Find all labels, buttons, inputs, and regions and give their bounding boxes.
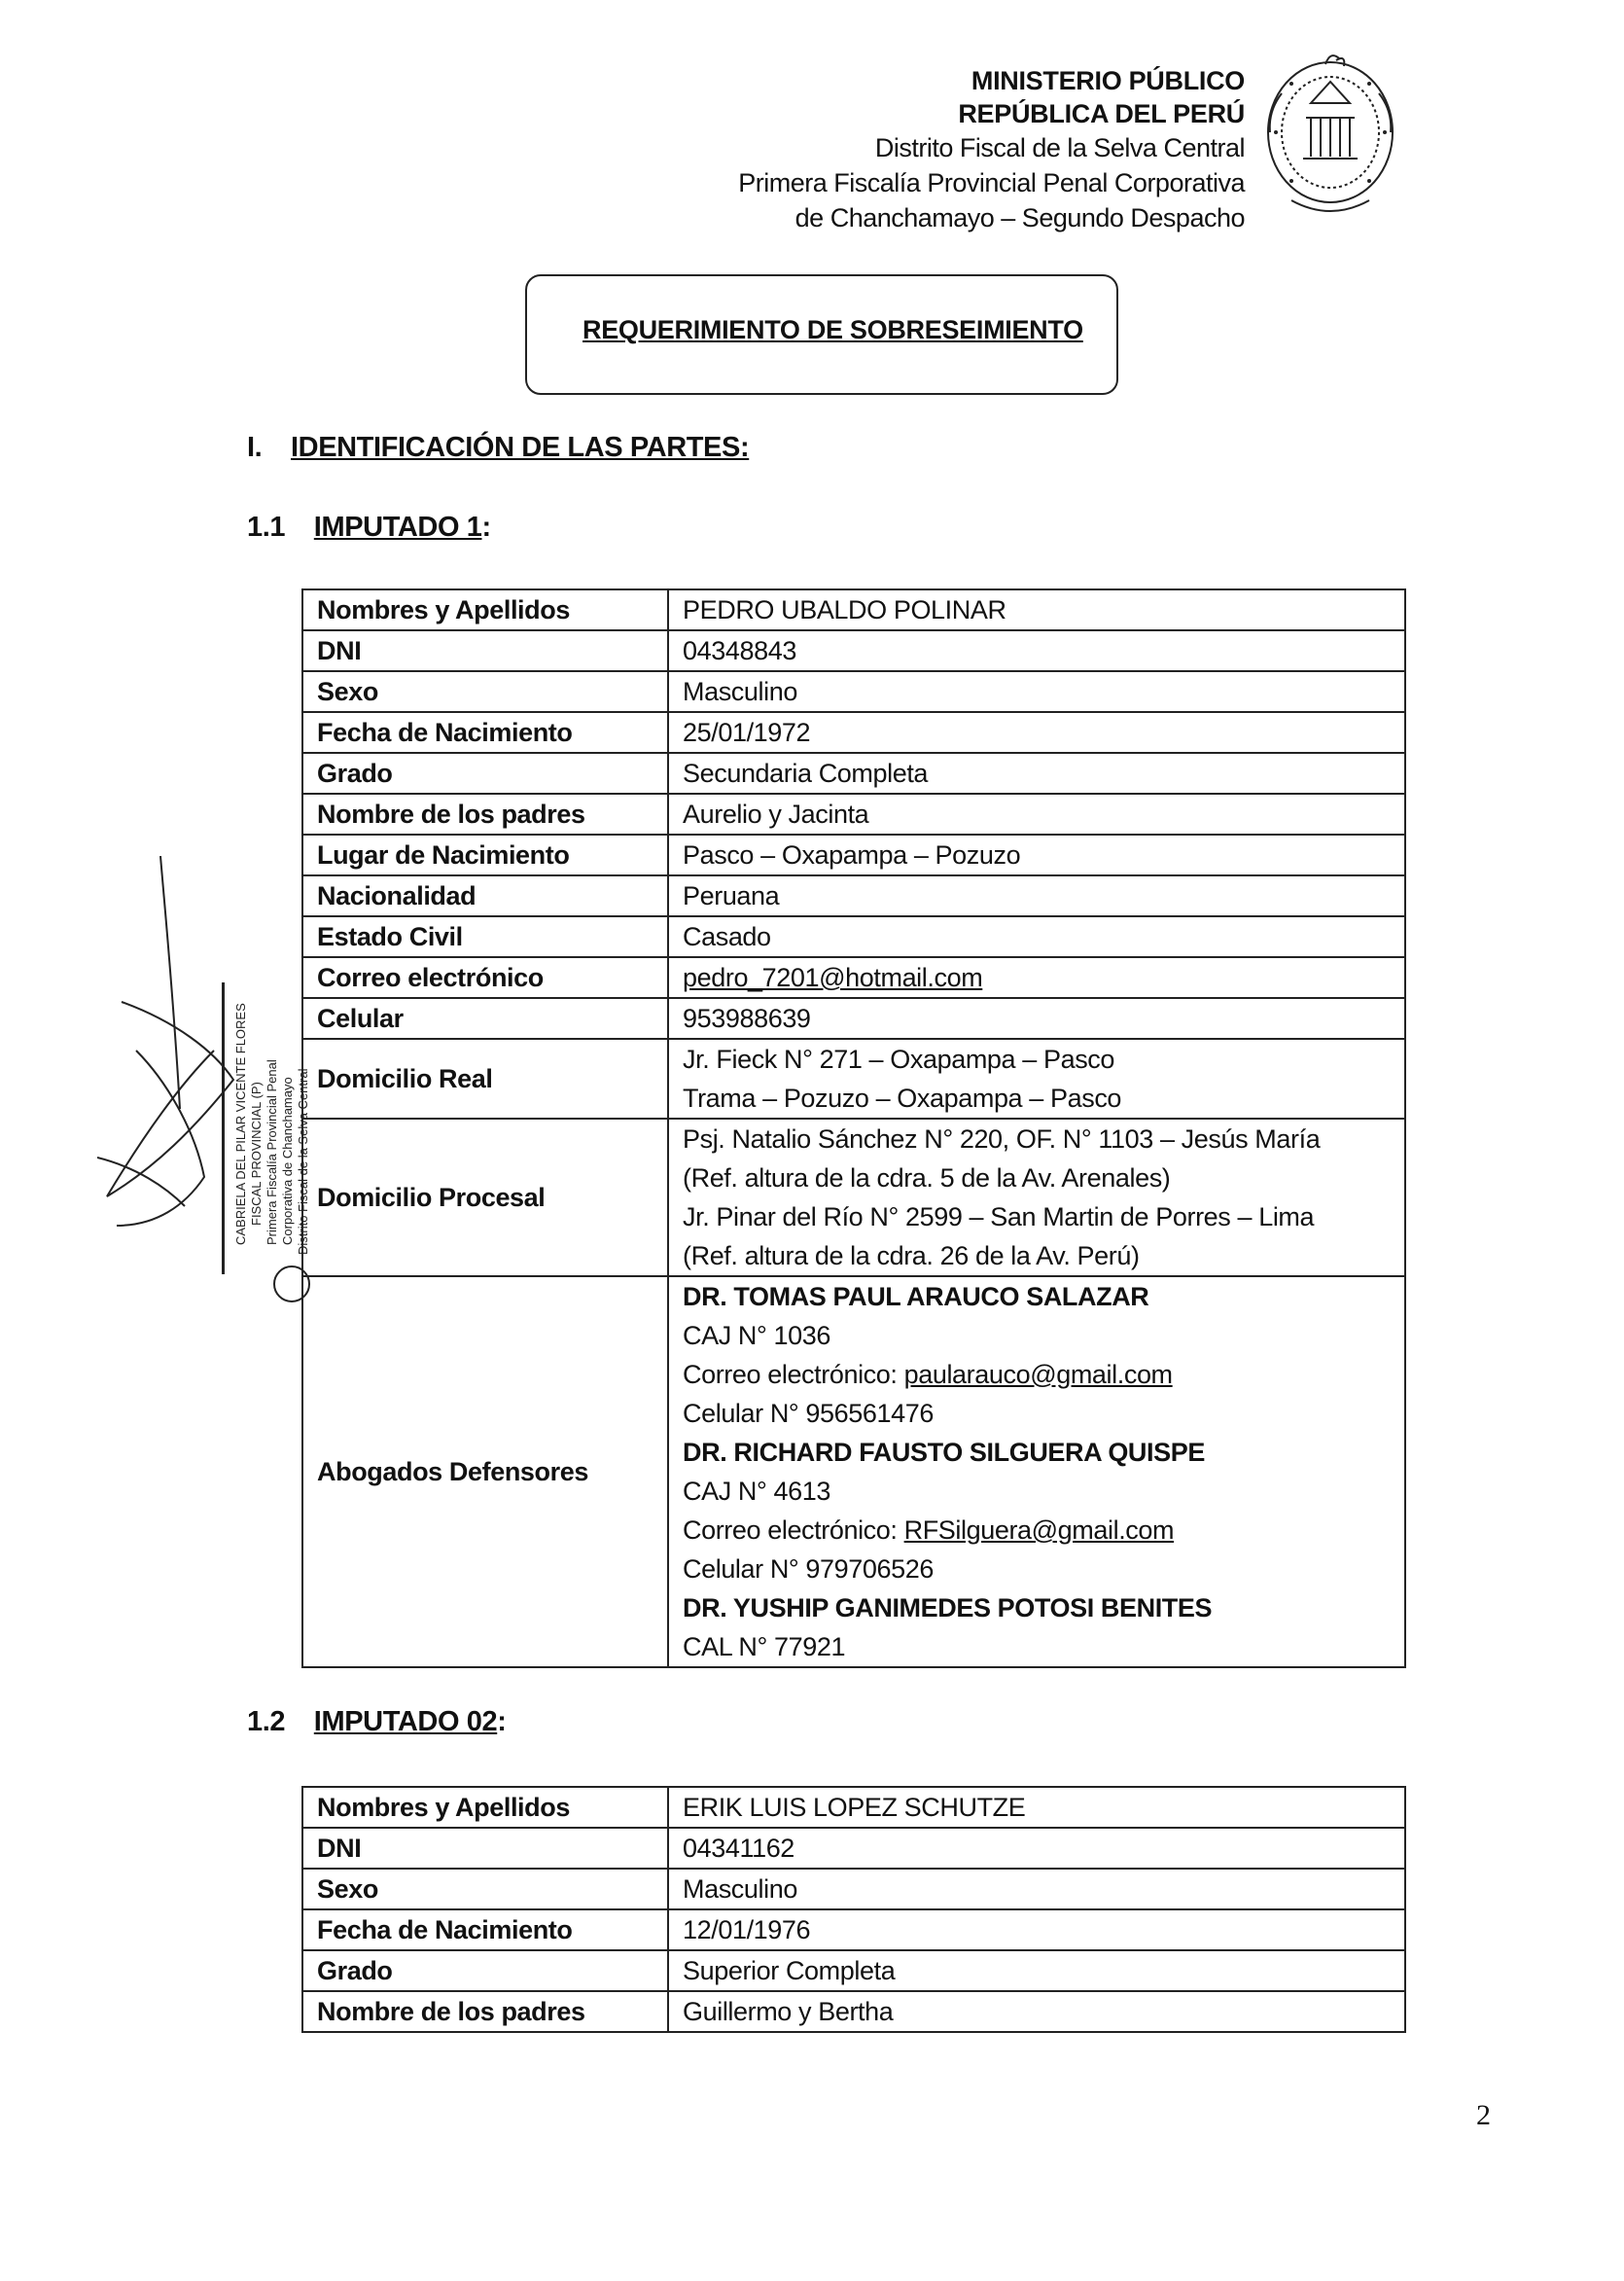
value-line: Superior Completa	[683, 1956, 896, 1985]
table-row	[302, 1119, 1405, 1276]
field-value	[668, 753, 1405, 794]
value-line: DR. RICHARD FAUSTO SILGUERA QUISPE	[683, 1438, 1205, 1467]
field-value	[668, 712, 1405, 753]
field-label: Nombre de los padres	[302, 794, 668, 835]
field-label: Grado	[302, 1950, 668, 1991]
table-row	[302, 671, 1405, 712]
email-label: Correo electrónico:	[683, 1515, 904, 1545]
value-line: Peruana	[683, 881, 780, 910]
table-row	[302, 630, 1405, 671]
stamp-office1: Primera Fiscalía Provincial Penal	[265, 1059, 279, 1245]
value-line: CAJ N° 4613	[683, 1477, 830, 1506]
value-line: PEDRO UBALDO POLINAR	[683, 595, 1006, 624]
field-value	[668, 1039, 1405, 1119]
value-line: Trama – Pozuzo – Oxapampa – Pasco	[683, 1084, 1122, 1113]
email-link[interactable]: pedro_7201@hotmail.com	[683, 963, 983, 992]
email-link[interactable]: RFSilguera@gmail.com	[903, 1515, 1175, 1545]
value-line: (Ref. altura de la cdra. 26 de la Av. Perú)	[683, 1241, 1140, 1270]
table-row	[302, 1991, 1405, 2032]
email-label: Correo electrónico:	[683, 1360, 904, 1389]
table-row	[302, 875, 1405, 916]
ministry-seal-icon	[1253, 35, 1408, 225]
stamp-office3: Distrito Fiscal de la Selva Central	[296, 1068, 310, 1255]
value-line: Aurelio y Jacinta	[683, 800, 869, 829]
header-office-dept: de Chanchamayo – Segundo Despacho	[794, 203, 1245, 232]
value-line: Casado	[683, 922, 771, 951]
field-label: Lugar de Nacimiento	[302, 835, 668, 875]
value-line: Secundaria Completa	[683, 759, 929, 788]
field-label: Estado Civil	[302, 916, 668, 957]
table-row	[302, 794, 1405, 835]
table-row	[302, 589, 1405, 630]
table-row	[302, 1787, 1405, 1828]
email-link[interactable]: paularauco@gmail.com	[903, 1360, 1173, 1389]
value-line: Masculino	[683, 1874, 797, 1904]
value-line: Masculino	[683, 677, 797, 706]
table-row	[302, 712, 1405, 753]
value-line: 04348843	[683, 636, 796, 665]
value-line: CAJ N° 1036	[683, 1321, 830, 1350]
table-row	[302, 1276, 1405, 1667]
subsection-number: 1.2	[247, 1706, 286, 1737]
imputado-1-table	[301, 588, 1406, 1668]
section-heading	[247, 432, 749, 464]
field-value	[668, 1276, 1405, 1667]
imputado-2-table	[301, 1786, 1406, 2033]
stamp-office2: Corporativa de Chanchamayo	[280, 1077, 295, 1245]
table-row	[302, 1950, 1405, 1991]
value-line: DR. YUSHIP GANIMEDES POTOSI BENITES	[683, 1593, 1213, 1622]
subsection-label: IMPUTADO 1	[313, 512, 482, 543]
header-office: Primera Fiscalía Provincial Penal Corporativa	[738, 168, 1245, 197]
table-row	[302, 998, 1405, 1039]
field-label: Nombres y Apellidos	[302, 589, 668, 630]
field-label: DNI	[302, 630, 668, 671]
value-line	[683, 1355, 1391, 1394]
table-row	[302, 1039, 1405, 1119]
field-value	[668, 1991, 1405, 2032]
field-value	[668, 671, 1405, 712]
field-label: Nombres y Apellidos	[302, 1787, 668, 1828]
field-value	[668, 1869, 1405, 1909]
field-label: Sexo	[302, 671, 668, 712]
table-row	[302, 1869, 1405, 1909]
table-row	[302, 916, 1405, 957]
field-value	[668, 589, 1405, 630]
field-value	[668, 957, 1405, 998]
value-line: 953988639	[683, 1004, 811, 1033]
field-value	[668, 1950, 1405, 1991]
signature-stamp-icon	[97, 856, 350, 1303]
field-value	[668, 835, 1405, 875]
field-label: Nacionalidad	[302, 875, 668, 916]
field-label: Abogados Defensores	[302, 1276, 668, 1667]
field-label: DNI	[302, 1828, 668, 1869]
field-label: Fecha de Nacimiento	[302, 1909, 668, 1950]
value-line: 12/01/1976	[683, 1915, 811, 1944]
subsection-heading-imputado-2: 1.2 IMPUTADO 02:	[247, 1706, 507, 1737]
field-label: Celular	[302, 998, 668, 1039]
document-title: REQUERIMIENTO DE SOBRESEIMIENTO	[583, 315, 1083, 344]
field-label: Sexo	[302, 1869, 668, 1909]
field-label: Correo electrónico	[302, 957, 668, 998]
field-label: Fecha de Nacimiento	[302, 712, 668, 753]
value-line: Psj. Natalio Sánchez N° 220, OF. N° 1103 – Jesús María	[683, 1124, 1321, 1154]
value-line	[683, 1511, 1391, 1550]
value-line: (Ref. altura de la cdra. 5 de la Av. Arenales)	[683, 1163, 1171, 1193]
stamp-role: FISCAL PROVINCIAL (P)	[249, 1082, 264, 1226]
value-line: Jr. Fieck N° 271 – Oxapampa – Pasco	[683, 1045, 1115, 1074]
table-row	[302, 753, 1405, 794]
value-line: ERIK LUIS LOPEZ SCHUTZE	[683, 1793, 1026, 1822]
field-value	[668, 916, 1405, 957]
value-line: 04341162	[683, 1834, 794, 1863]
value-line: 25/01/1972	[683, 718, 811, 747]
subsection-number: 1.1	[247, 512, 286, 543]
value-line: Celular N° 979706526	[683, 1554, 934, 1584]
subsection-heading-imputado-1: 1.1 IMPUTADO 1:	[247, 512, 491, 543]
field-value	[668, 875, 1405, 916]
table-row	[302, 1828, 1405, 1869]
field-value	[668, 1787, 1405, 1828]
field-label: Nombre de los padres	[302, 1991, 668, 2032]
field-value	[668, 1119, 1405, 1276]
document-header	[738, 64, 1245, 235]
value-line: Jr. Pinar del Río N° 2599 – San Martin de Porres – Lima	[683, 1202, 1315, 1231]
field-value	[668, 1909, 1405, 1950]
field-value	[668, 1828, 1405, 1869]
stamp-name: CABRIELA DEL PILAR VICENTE FLORES	[233, 1003, 248, 1245]
field-label: Grado	[302, 753, 668, 794]
header-district: Distrito Fiscal de la Selva Central	[874, 133, 1245, 162]
field-value	[668, 630, 1405, 671]
value-line: Celular N° 956561476	[683, 1399, 934, 1428]
field-label: Domicilio Procesal	[302, 1119, 668, 1276]
table-row	[302, 957, 1405, 998]
value-line: Guillermo y Bertha	[683, 1997, 894, 2026]
value-line: Pasco – Oxapampa – Pozuzo	[683, 840, 1021, 870]
table-row	[302, 835, 1405, 875]
value-line: CAL N° 77921	[683, 1632, 846, 1661]
table-row	[302, 1909, 1405, 1950]
field-value	[668, 998, 1405, 1039]
subsection-label: IMPUTADO 02	[313, 1706, 498, 1737]
value-line: DR. TOMAS PAUL ARAUCO SALAZAR	[683, 1282, 1149, 1311]
field-value	[668, 794, 1405, 835]
section-number: I.	[247, 432, 263, 463]
header-institution: MINISTERIO PÚBLICO	[971, 66, 1245, 95]
page-number: 2	[1476, 2099, 1491, 2131]
title-box	[525, 274, 1118, 395]
field-label: Domicilio Real	[302, 1039, 668, 1119]
section-label: IDENTIFICACIÓN DE LAS PARTES:	[291, 432, 750, 463]
header-country: REPÚBLICA DEL PERÚ	[958, 99, 1245, 128]
